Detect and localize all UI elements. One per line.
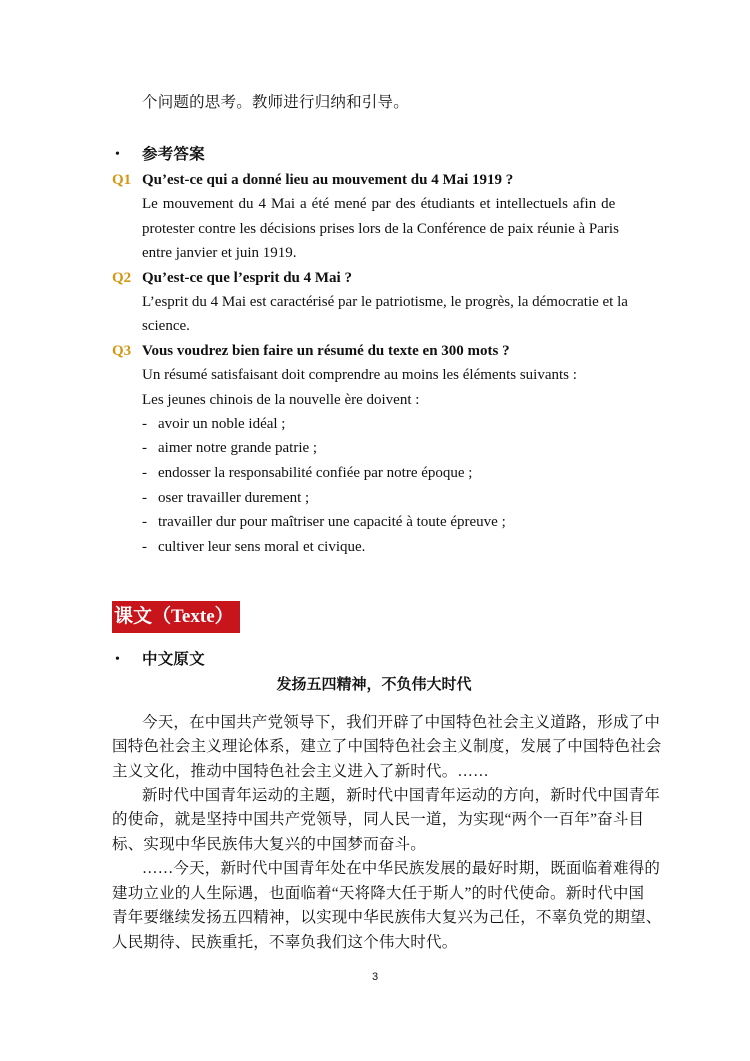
q3-answer-line: Un résumé satisfaisant doit comprendre au moins les éléments suivants :: [142, 367, 577, 383]
article-line: 今天，在中国共产党领导下，我们开辟了中国特色社会主义道路，形成了中: [142, 714, 661, 731]
q1-answer-line: Le mouvement du 4 Mai a été mené par des étudiants et intellectuels afin de: [142, 196, 616, 212]
bullet-icon: •: [115, 652, 120, 667]
dash-marker: -: [142, 490, 147, 506]
summary-item: travailler dur pour maîtriser une capacité à toute épreuve ;: [158, 514, 506, 530]
article-line: 国特色社会主义理论体系，建立了中国特色社会主义制度，发展了中国特色社会: [112, 738, 662, 755]
summary-item: endosser la responsabilité confiée par notre époque ;: [158, 465, 473, 481]
q3-answer-line: Les jeunes chinois de la nouvelle ère doivent :: [142, 392, 420, 408]
dash-marker: -: [142, 539, 147, 555]
answers-heading: 参考答案: [142, 146, 205, 163]
q2-label: Q2: [112, 270, 132, 286]
q1-question: Qu’est-ce qui a donné lieu au mouvement du 4 Mai 1919 ?: [142, 172, 514, 188]
dash-marker: -: [142, 440, 147, 456]
summary-item: cultiver leur sens moral et civique.: [158, 539, 366, 555]
article-line: 主义文化，推动中国特色社会主义进入了新时代。……: [112, 763, 489, 780]
summary-item: avoir un noble idéal ;: [158, 416, 286, 432]
bullet-icon: •: [115, 147, 120, 162]
article-line: 建功立业的人生际遇，也面临着“天将降大任于斯人”的时代使命。新时代中国: [112, 885, 645, 902]
article-line: 青年要继续发扬五四精神，以实现中华民族伟大复兴为己任，不辜负党的期望、: [112, 909, 662, 926]
summary-item: aimer notre grande patrie ;: [158, 440, 318, 456]
page-number: 3: [371, 971, 379, 983]
q2-answer-line: science.: [142, 318, 190, 334]
original-text-heading: 中文原文: [142, 651, 205, 668]
article-line: ……今天，新时代中国青年处在中华民族发展的最好时期，既面临着难得的: [142, 860, 661, 877]
article-line: 人民期待、民族重托，不辜负我们这个伟大时代。: [112, 934, 458, 951]
dash-marker: -: [142, 514, 147, 530]
q1-answer-line: protester contre les décisions prises lors de la Conférence de paix réunie à Paris: [142, 221, 619, 237]
q1-label: Q1: [112, 172, 132, 188]
article-line: 标、实现中华民族伟大复兴的中国梦而奋斗。: [112, 836, 427, 853]
dash-marker: -: [142, 465, 147, 481]
q2-answer-line: L’esprit du 4 Mai est caractérisé par le patriotisme, le progrès, la démocratie et la: [142, 294, 628, 310]
q3-label: Q3: [112, 343, 132, 359]
dash-marker: -: [142, 416, 147, 432]
intro-line: 个问题的思考。教师进行归纳和引导。: [142, 94, 409, 111]
article-line: 新时代中国青年运动的主题，新时代中国青年运动的方向，新时代中国青年: [142, 787, 661, 804]
section-banner: 课文（Texte）: [112, 601, 240, 633]
q1-answer-line: entre janvier et juin 1919.: [142, 245, 297, 261]
article-title: 发扬五四精神，不负伟大时代: [276, 677, 472, 693]
q3-question: Vous voudrez bien faire un résumé du texte en 300 mots ?: [142, 343, 510, 359]
summary-item: oser travailler durement ;: [158, 490, 310, 506]
q2-question: Qu’est-ce que l’esprit du 4 Mai ?: [142, 270, 352, 286]
article-line: 的使命，就是坚持中国共产党领导，同人民一道，为实现“两个一百年”奋斗目: [112, 811, 645, 828]
